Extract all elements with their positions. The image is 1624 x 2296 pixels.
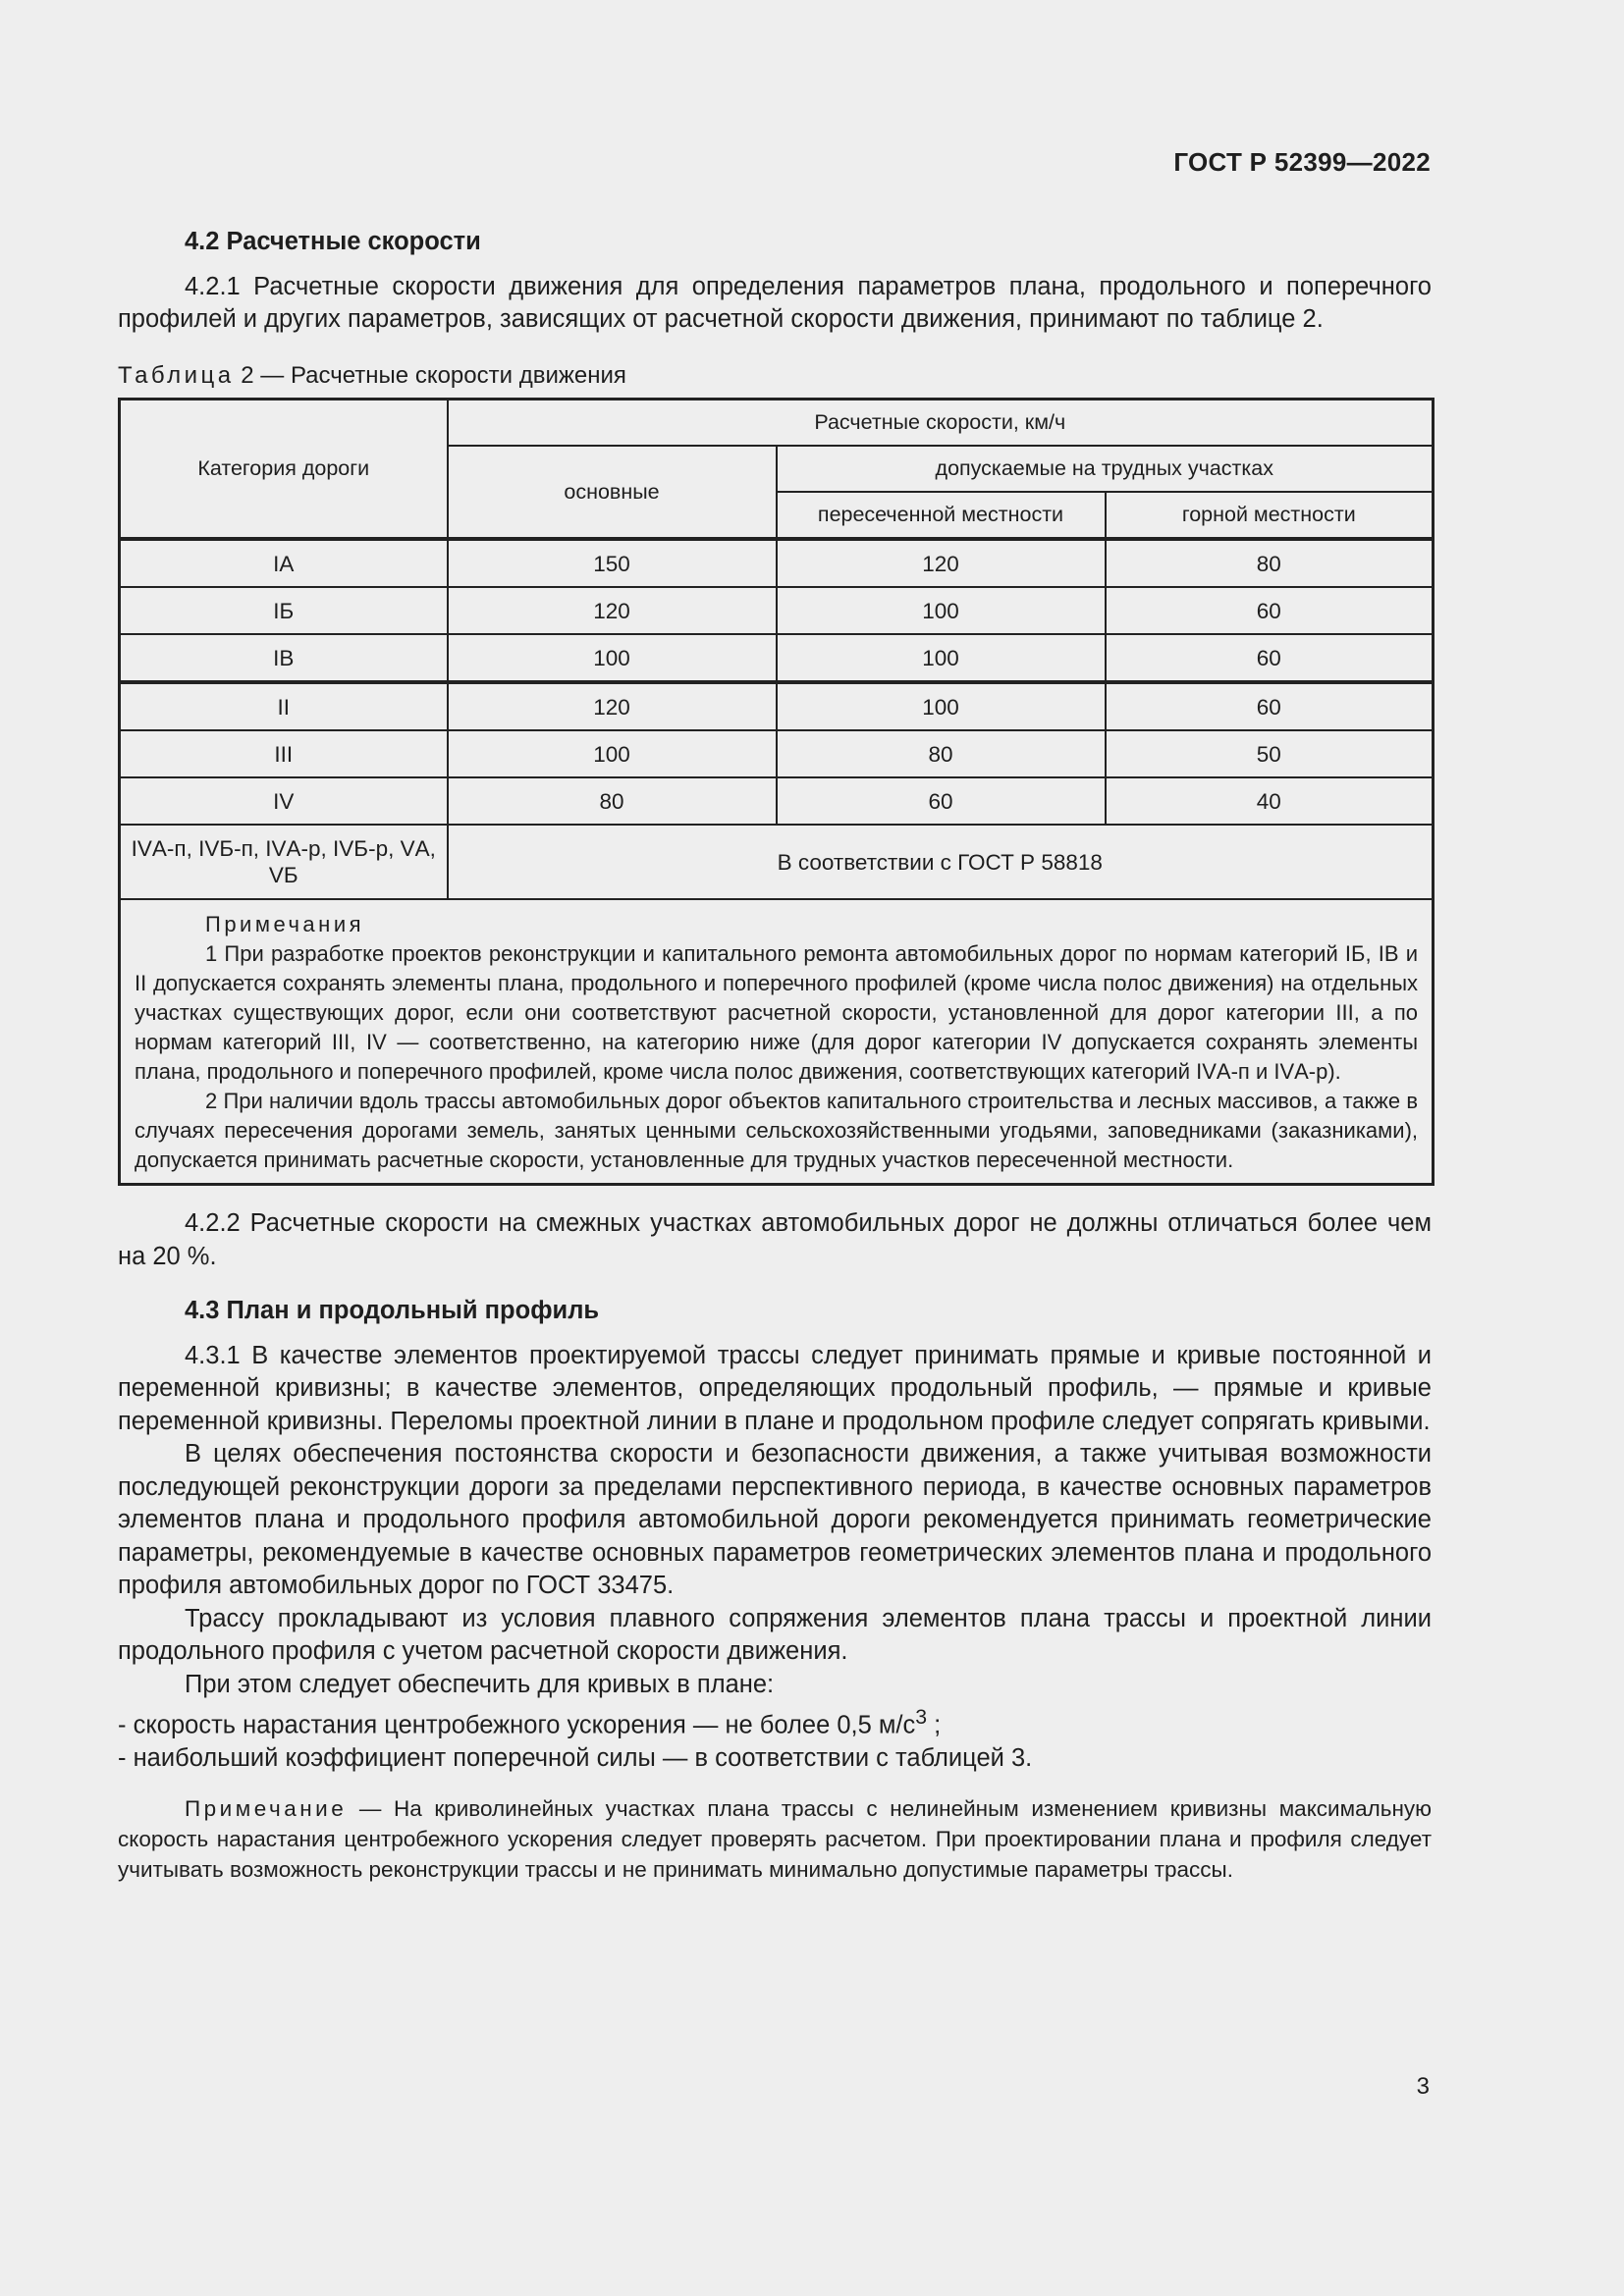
cell-category: IБ — [120, 587, 448, 634]
cell-main: 100 — [448, 730, 777, 777]
paragraph-4-2-1: 4.2.1 Расчетные скорости движения для определения параметров плана, продольного и поперечного профилей и других параметров, зависящих от расчетной скорости движения, принимают по таблице 2. — [118, 272, 1432, 333]
cell-rough: 80 — [777, 730, 1106, 777]
cell-mountain: 60 — [1106, 587, 1434, 634]
header-mountain: горной местности — [1106, 492, 1434, 539]
bullet-acceleration — [118, 1701, 1432, 1742]
cell-main: 150 — [448, 539, 777, 587]
cell-mountain: 50 — [1106, 730, 1434, 777]
cell-main: 100 — [448, 634, 777, 682]
cell-mountain: 60 — [1106, 634, 1434, 682]
header-category: Категория дороги — [120, 400, 448, 540]
cell-rough: 60 — [777, 777, 1106, 825]
note-1: 1 При разработке проектов реконструкции и капитального ремонта автомобильных дорог по нормам категорий IБ, IВ и II допускается сохранять элементы плана, продольного и поперечного профилей (кроме числа полос движения) на отдельных участках существующих дорог, если они соответствуют расчетной скорости, установленной для дорог категории III, а по нормам категорий III, IV — соответственно, на категорию ниже (для дорог категории IV допускается сохранять элементы плана, продольного и поперечного профилей, кроме числа полос движения, соответствующих категорий IVА-п и IVА-р). — [135, 941, 1419, 1084]
table-2-caption — [118, 359, 1432, 393]
cell-category: III — [120, 730, 448, 777]
bullet-side-force: - наибольший коэффициент поперечной силы — в соответствии с таблицей 3. — [118, 1744, 1033, 1772]
header-speeds: Расчетные скорости, км/ч — [448, 400, 1434, 447]
note-text: — На криволинейных участках плана трассы с нелинейным изменением кривизны максимальную скорость нарастания центробежного ускорения следует проверять расчетом. При проектировании плана и профиля следует учитывать возможность реконструкции трассы и не принимать минимально допустимые параметры трассы. — [118, 1795, 1432, 1882]
table-row — [120, 634, 1434, 682]
cell-main: 120 — [448, 587, 777, 634]
header-allowed: допускаемые на трудных участках — [777, 446, 1434, 492]
note-word: Примечание — [185, 1795, 348, 1821]
paragraph-route-layout: Трассу прокладывают из условия плавного сопряжения элементов плана трассы и проектной линии продольного профиля с учетом расчетной скорости движения. — [118, 1604, 1432, 1665]
table-row — [120, 825, 1434, 899]
bullet-acceleration-text: - скорость нарастания центробежного ускорения — не более 0,5 м/с — [118, 1711, 916, 1739]
table-caption-text: 2 — Расчетные скорости движения — [234, 361, 626, 389]
superscript-exponent: 3 — [915, 1705, 928, 1729]
cell-main: 80 — [448, 777, 777, 825]
paragraph-4-3-1: 4.3.1 В качестве элементов проектируемой трассы следует принимать прямые и кривые постоянной и переменной кривизны; в качестве элементов, определяющих продольный профиль, — прямые и кривые переменной кривизны. Переломы проектной линии в плане и продольном профиле следует сопрягать кривыми. — [118, 1341, 1432, 1435]
table-row — [120, 730, 1434, 777]
cell-mountain: 80 — [1106, 539, 1434, 587]
section-note — [118, 1793, 1432, 1885]
cell-category: IVА-п, IVБ-п, IVА-р, IVБ-р, VА, VБ — [120, 825, 448, 899]
table-row — [120, 539, 1434, 587]
header-rough: пересеченной местности — [777, 492, 1106, 539]
table-row — [120, 777, 1434, 825]
cell-mountain: 60 — [1106, 682, 1434, 730]
notes-title: Примечания — [205, 912, 365, 936]
cell-category: IВ — [120, 634, 448, 682]
paragraph-4-2-2: 4.2.2 Расчетные скорости на смежных участках автомобильных дорог не должны отличаться более чем на 20 %. — [118, 1209, 1432, 1270]
page-number: 3 — [1416, 2073, 1430, 2100]
document-number: ГОСТ Р 52399—2022 — [1173, 147, 1431, 177]
header-main: основные — [448, 446, 777, 539]
cell-category: IV — [120, 777, 448, 825]
cell-category: II — [120, 682, 448, 730]
section-4-3-title: 4.3 План и продольный профиль — [185, 1297, 600, 1324]
page-content — [118, 226, 1432, 1885]
section-4-2-title: 4.2 Расчетные скорости — [185, 228, 481, 255]
cell-category: IА — [120, 539, 448, 587]
cell-main: 120 — [448, 682, 777, 730]
paragraph-speed-consistency: В целях обеспечения постоянства скорости и безопасности движения, а также учитывая возможности последующей реконструкции дороги за пределами перспективного периода, в качестве основных параметров элементов плана и продольного профиля автомобильной дороги рекомендуется принимать геометрические параметры, рекомендуемые в качестве основных параметров геометрических элементов плана и продольного профиля автомобильных дорог по ГОСТ 33475. — [118, 1440, 1432, 1599]
table-caption-word: Таблица — [118, 361, 235, 389]
cell-rough: 120 — [777, 539, 1106, 587]
cell-mountain: 40 — [1106, 777, 1434, 825]
cell-rough: 100 — [777, 682, 1106, 730]
cell-rough: 100 — [777, 587, 1106, 634]
table-row — [120, 682, 1434, 730]
table-row — [120, 587, 1434, 634]
note-2: 2 При наличии вдоль трассы автомобильных дорог объектов капитального строительства и лесных массивов, а также в случаях пересечения дорогами земель, занятых ценными сельскохозяйственными угодьями, заповедниками (заказниками), допускается принимать расчетные скорости, установленные для трудных участков пересеченной местности. — [135, 1089, 1419, 1172]
paragraph-curves-intro: При этом следует обеспечить для кривых в плане: — [185, 1670, 775, 1698]
cell-gost-reference: В соответствии с ГОСТ Р 58818 — [448, 825, 1434, 899]
design-speeds-table — [118, 398, 1435, 1186]
bullet-acceleration-end: ; — [927, 1711, 942, 1739]
table-notes — [120, 899, 1434, 1185]
cell-rough: 100 — [777, 634, 1106, 682]
